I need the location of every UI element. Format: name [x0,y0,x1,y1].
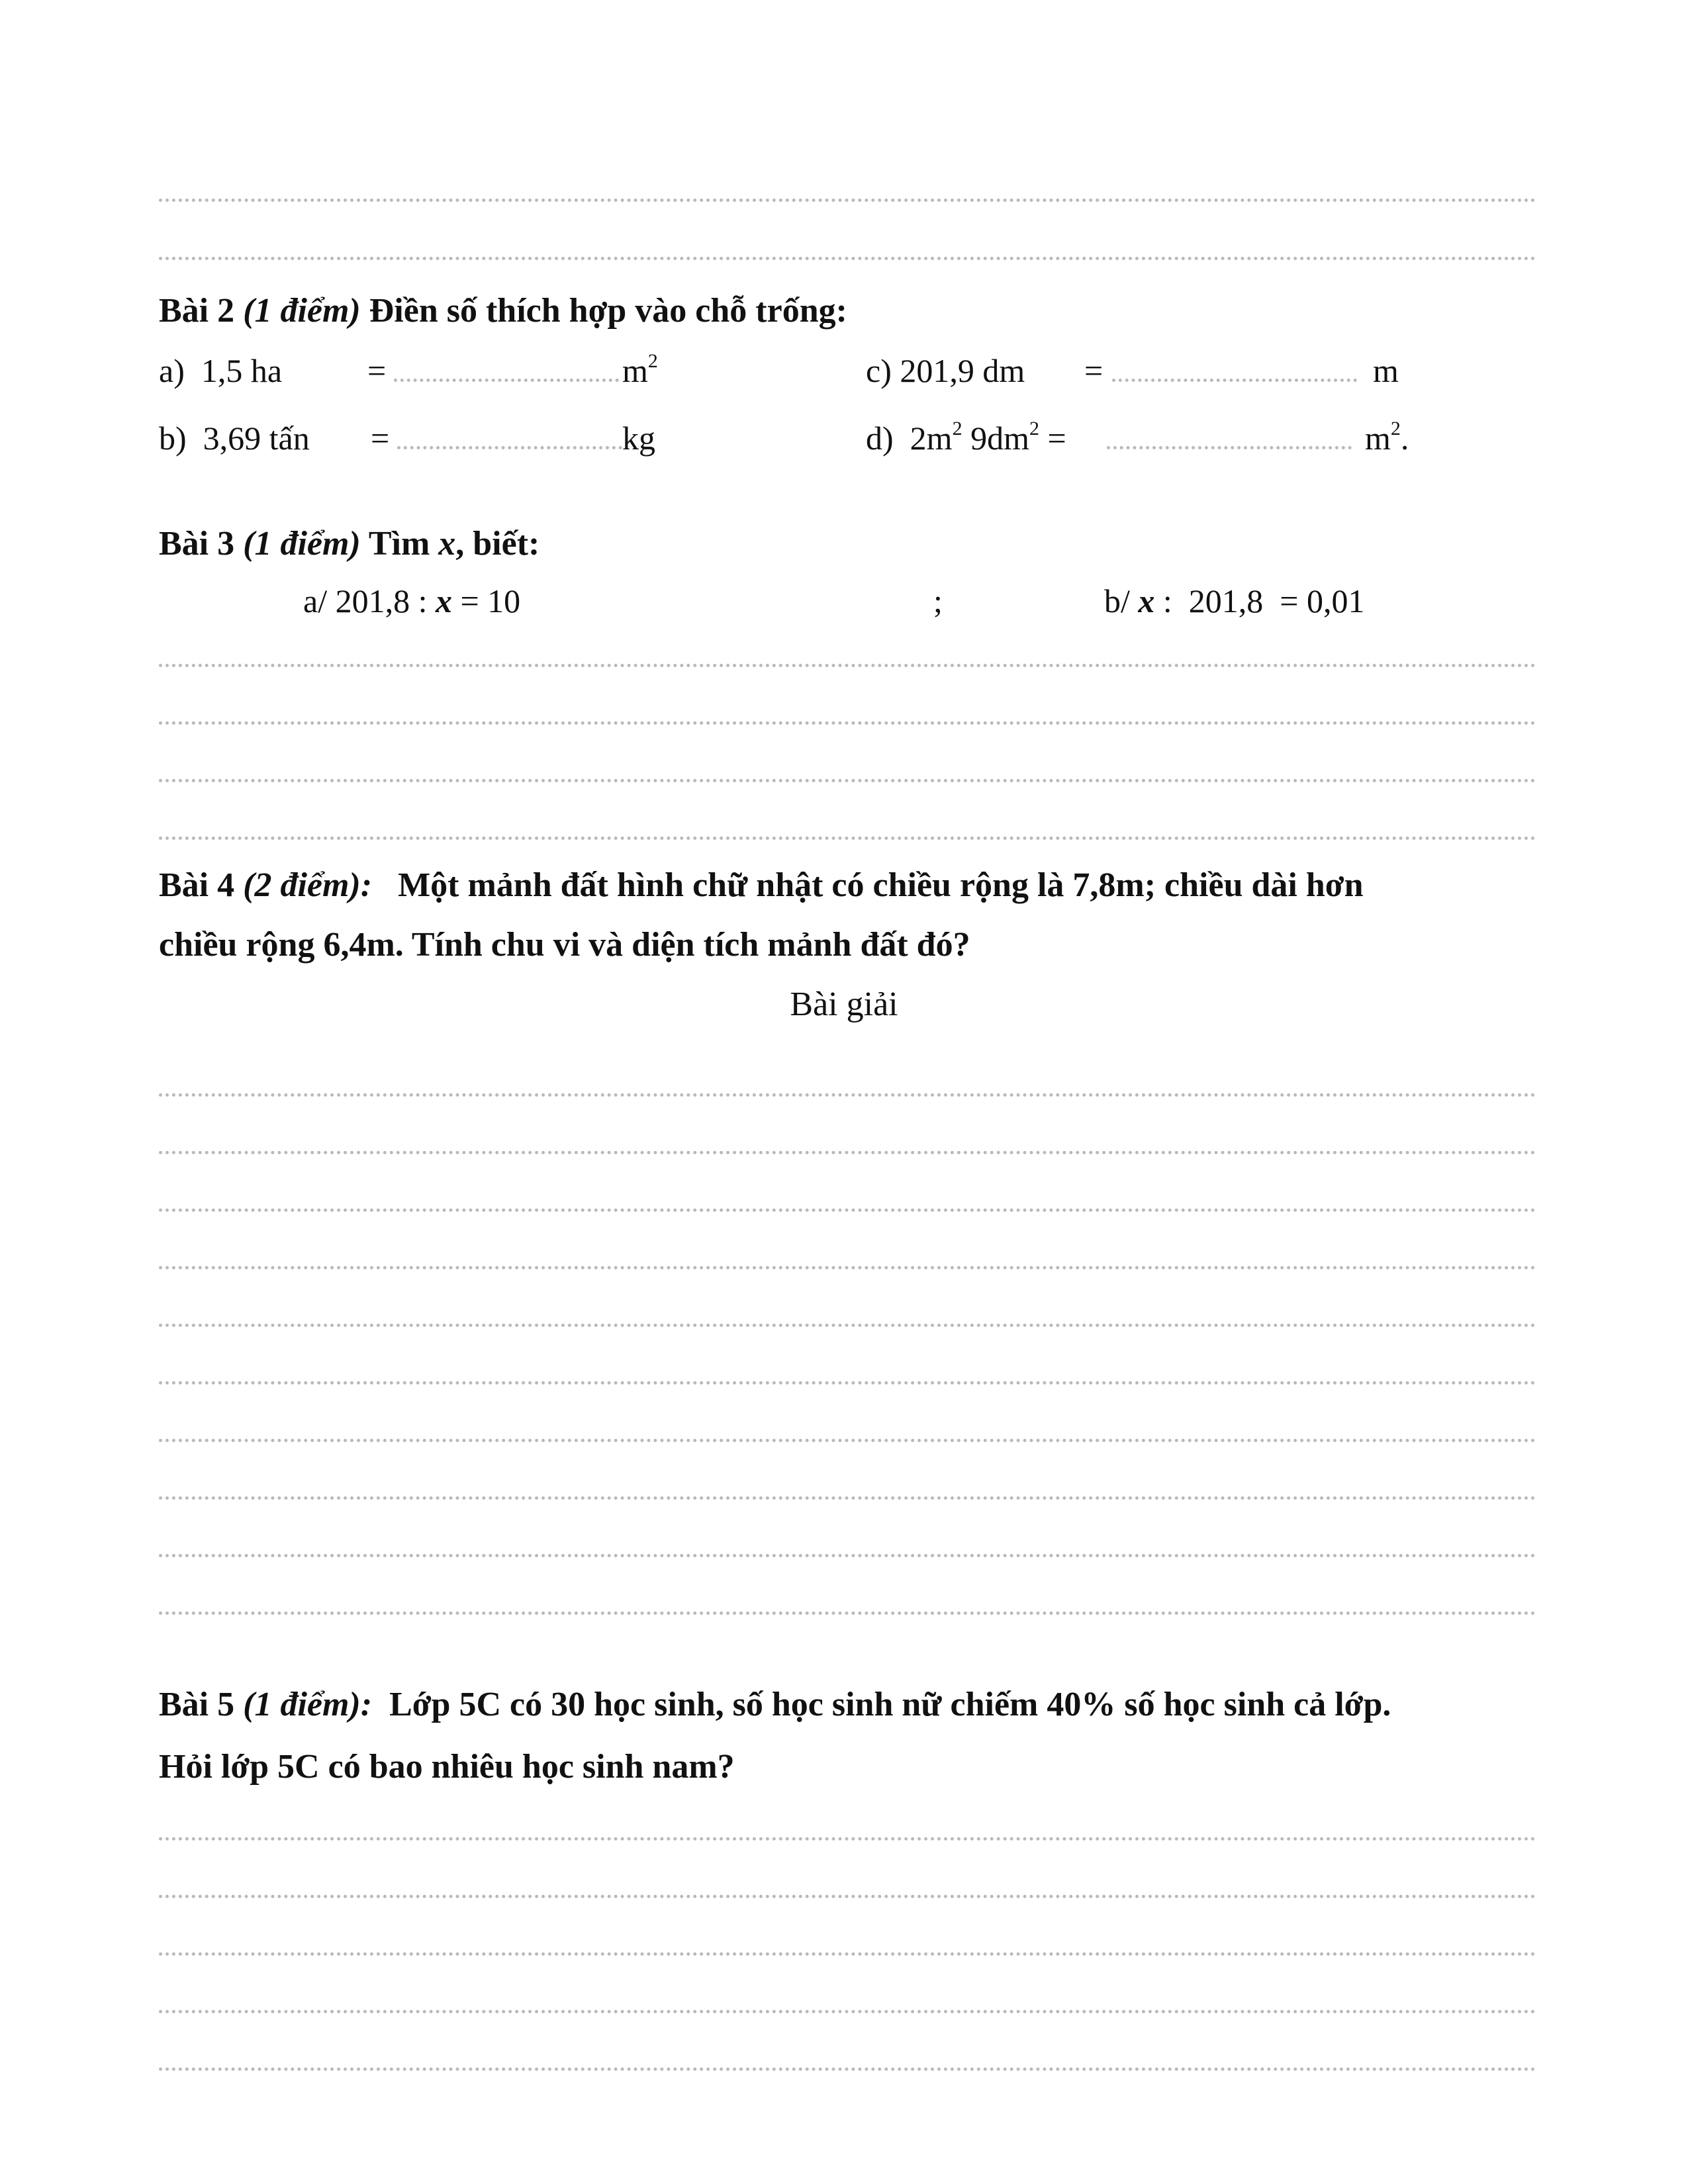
bai5-points: (1 điểm): [243,1686,373,1723]
bai3-separator: ; [933,582,943,619]
answer-line [159,664,1536,667]
answer-line [159,1093,1536,1097]
answer-line [159,1151,1536,1154]
bai2-number: Bài 2 [159,292,235,330]
bai2-item-b-eq: = [371,420,390,457]
answer-line [159,199,1536,202]
bai2-item-c-eq: = [1084,352,1103,389]
answer-line [159,1554,1536,1557]
bai2-item-c-unit: m [1373,352,1399,389]
answer-line [159,1952,1536,1956]
answer-line [159,257,1536,260]
bai5-text-1: Lớp 5C có 30 học sinh, số học sinh nữ chiếm 40% số học sinh cả lớp. [389,1686,1391,1723]
bai2-item-b-blank[interactable] [397,418,622,458]
answer-line [159,2010,1536,2013]
bai4-solution-label: Bài giải [790,985,898,1023]
bai2-item-b: b) 3,69 tấn [159,420,310,457]
bai2-points: (1 điểm) [243,292,361,330]
bai5-number: Bài 5 [159,1686,235,1723]
answer-line [159,779,1536,782]
bai2-item-a-unit: $m^2$ [622,350,658,389]
answer-line [159,837,1536,840]
answer-line [159,1439,1536,1442]
bai2-item-a: a) 1,5 ha [159,352,283,389]
bai4-line1 [159,866,1364,905]
answer-line [159,2068,1536,2071]
answer-line [159,721,1536,725]
answer-line [159,1837,1536,1841]
answer-line [159,1612,1536,1615]
bai2-item-c-blank[interactable] [1112,351,1357,390]
answer-line [159,1895,1536,1898]
bai5-line2: Hỏi lớp 5C có bao nhiêu học sinh nam? [159,1748,735,1786]
bai2-item-a-eq: = [367,352,387,389]
answer-line [159,1496,1536,1500]
bai4-number: Bài 4 [159,866,235,904]
bai2-item-d-unit: $m^2$. [1365,418,1409,457]
answer-line [159,1208,1536,1212]
bai2-item-d: d) $2m^2$ $9dm^2$ = [866,418,1066,457]
bai2-item-b-unit: kg [622,420,655,457]
bai3-points: (1 điểm) [243,525,361,563]
bai4-line2: chiều rộng 6,4m. Tính chu vi và diện tích mảnh đất đó? [159,926,970,964]
bai2-instruction: Điền số thích hợp vào chỗ trống: [369,292,847,330]
answer-line [159,1381,1536,1385]
bai3-number: Bài 3 [159,525,235,563]
bai2-heading [159,291,847,331]
bai2-item-a-blank[interactable] [394,351,619,390]
answer-line [159,1266,1536,1269]
answer-line [159,1324,1536,1327]
bai3-part-b: b/ x : 201,8 = 0,01 [1104,582,1365,619]
bai2-item-c: c) 201,9 dm [866,352,1025,389]
bai4-points: (2 điểm): [243,866,373,904]
bai3-part-a: a/ 201,8 : x = 10 [303,582,521,619]
bai4-text-1: Một mảnh đất hình chữ nhật có chiều rộng là 7,8m; chiều dài hơn [398,866,1364,904]
bai5-line1 [159,1685,1391,1725]
bai2-item-d-blank[interactable] [1107,418,1352,458]
bai3-heading: Bài 3 (1 điểm) Tìm x, biết: [159,525,540,563]
